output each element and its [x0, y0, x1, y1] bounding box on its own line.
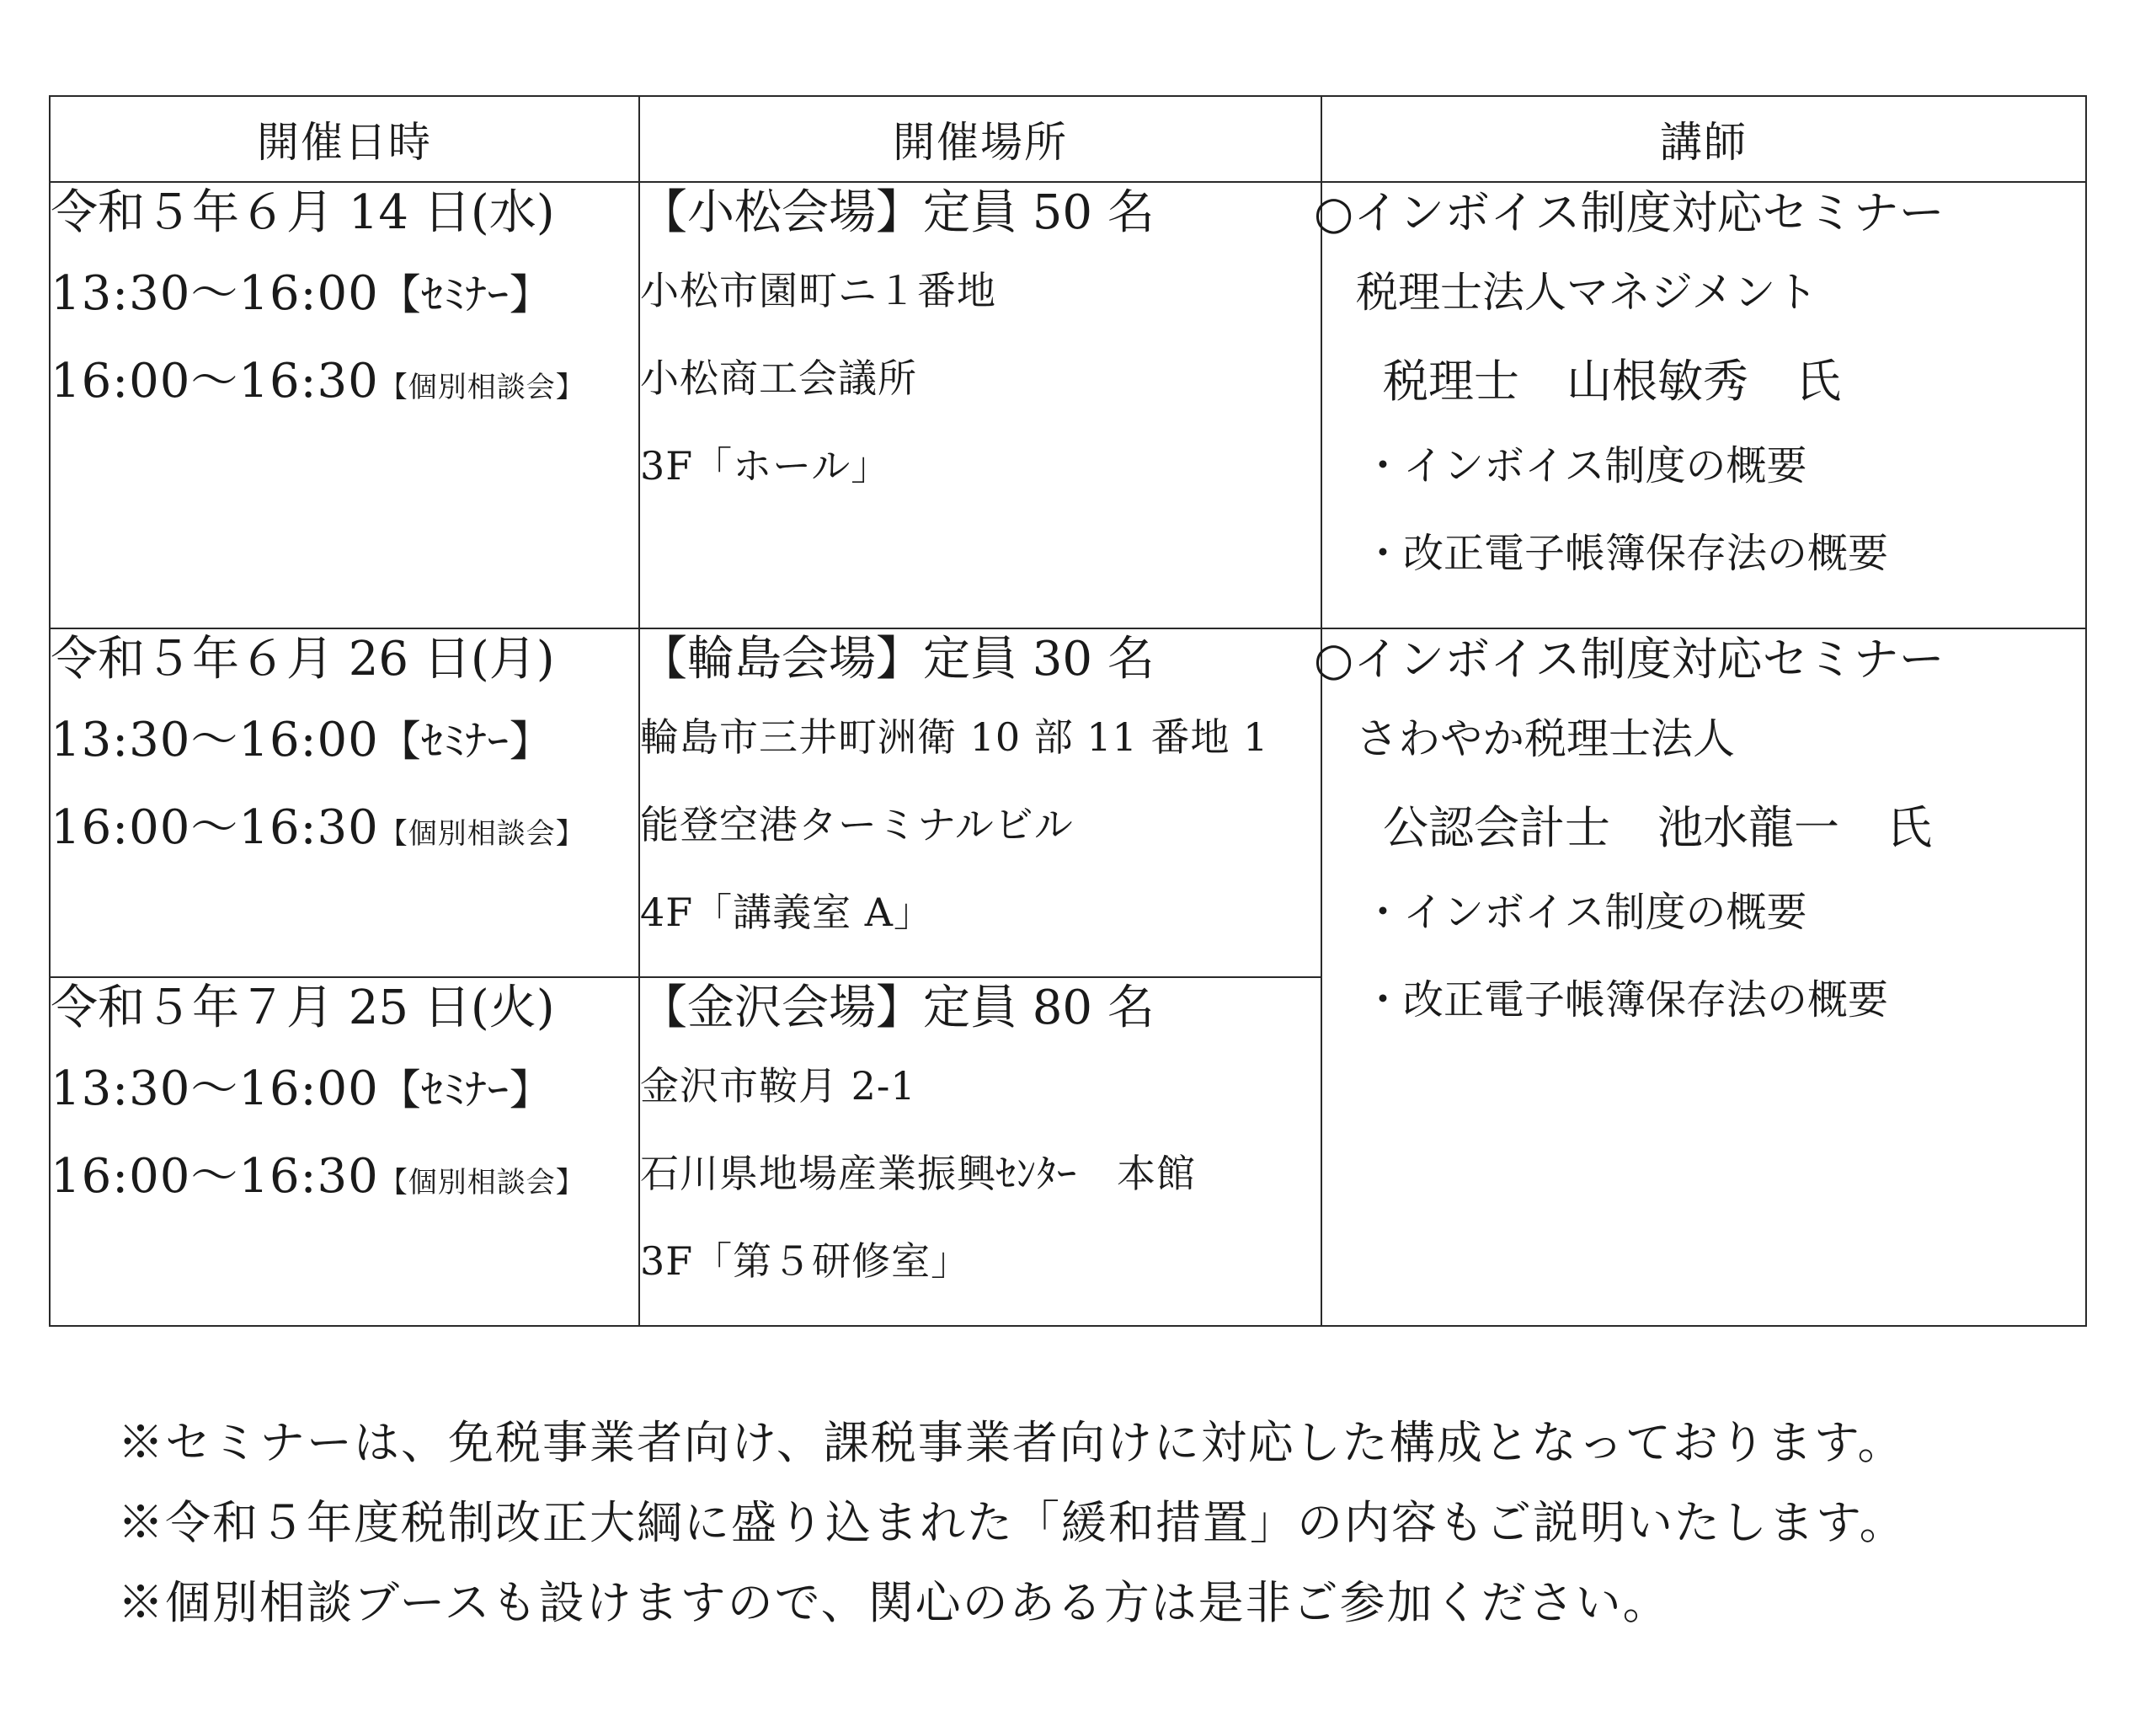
table-header-row — [50, 96, 2086, 182]
seminar-time-line — [51, 264, 638, 351]
lecturer-name-line — [1322, 351, 2085, 439]
consult-tag: 【個別相談会】 — [378, 817, 585, 851]
session-datetime-cell — [50, 977, 639, 1326]
venue-address: 金沢市鞍月 2-1 — [640, 1063, 916, 1109]
consult-time-line — [51, 351, 638, 439]
notes-block — [118, 1403, 1907, 1643]
session-datetime-cell — [50, 182, 639, 628]
seminar-schedule-table — [49, 95, 2087, 1327]
header-lecturer: 講師 — [1321, 96, 2086, 182]
lecturer-suffix: 氏 — [1796, 355, 1841, 408]
lecturer-name: 山根敏秀 — [1566, 355, 1748, 408]
session-date: 令和５年６月 14 日(水) — [51, 185, 555, 240]
header-venue: 開催場所 — [639, 96, 1321, 182]
session-venue-cell — [639, 628, 1321, 977]
table-row — [50, 628, 2086, 977]
lecturer-seminar-title: ○インボイス制度対応セミナー — [1314, 186, 1945, 239]
session-date: 令和５年６月 26 日(月) — [51, 632, 555, 687]
lecturer-cell — [1314, 628, 2086, 1326]
seminar-tag: 【ｾﾐﾅｰ】 — [378, 1066, 552, 1114]
venue-title: 【小松会場】定員 50 名 — [640, 185, 1155, 240]
lecturer-role: 公認会計士 — [1383, 801, 1610, 854]
seminar-tag: 【ｾﾐﾅｰ】 — [378, 717, 552, 766]
lecturer-organization: さわやか税理士法人 — [1356, 714, 1735, 763]
venue-room: 3F「第５研修室」 — [640, 1238, 971, 1284]
session-date: 令和５年７月 25 日(火) — [51, 981, 555, 1035]
venue-title: 【金沢会場】定員 80 名 — [640, 981, 1155, 1035]
lecturer-topic: ・改正電子帳簿保存法の概要 — [1363, 976, 1889, 1024]
lecturer-name: 池水龍一 — [1657, 801, 1839, 854]
consult-time: 16:00～16:30 — [51, 800, 379, 855]
consult-tag: 【個別相談会】 — [378, 1166, 585, 1200]
session-venue-cell — [639, 182, 1321, 628]
venue-address: 輪島市三井町洲衛 10 部 11 番地 1 — [640, 714, 1269, 760]
consult-time: 16:00～16:30 — [51, 354, 379, 409]
consult-tag: 【個別相談会】 — [378, 371, 585, 404]
seminar-time: 13:30～16:00 — [51, 1061, 379, 1116]
lecturer-role: 税理士 — [1383, 355, 1519, 408]
lecturer-topic: ・インボイス制度の概要 — [1363, 442, 1807, 489]
lecturer-cell — [1314, 182, 2086, 628]
seminar-time-line — [51, 710, 638, 798]
session-datetime-cell — [50, 628, 639, 977]
venue-title: 【輪島会場】定員 30 名 — [640, 632, 1155, 687]
venue-address: 小松市園町ニ１番地 — [640, 268, 996, 313]
seminar-time: 13:30～16:00 — [51, 713, 379, 767]
note-line: ※令和５年度税制改正大綱に盛り込まれた「緩和措置」の内容もご説明いたします。 — [118, 1496, 1907, 1549]
note-line: ※セミナーは、免税事業者向け、課税事業者向けに対応した構成となっております。 — [118, 1416, 1905, 1469]
consult-time-line — [51, 798, 638, 885]
header-datetime: 開催日時 — [50, 96, 639, 182]
seminar-time-line — [51, 1059, 638, 1146]
seminar-tag: 【ｾﾐﾅｰ】 — [378, 270, 552, 319]
note-line: ※個別相談ブースも設けますので、関心のある方は是非ご参加ください。 — [118, 1576, 1670, 1629]
venue-building: 小松商工会議所 — [640, 355, 917, 401]
venue-room: 4F「講義室 A」 — [640, 890, 934, 935]
venue-building: 石川県地場産業振興ｾﾝﾀｰ 本館 — [640, 1151, 1196, 1196]
table-row — [50, 182, 2086, 628]
venue-building: 能登空港ターミナルビル — [640, 802, 1074, 847]
venue-room: 3F「ホール」 — [640, 443, 891, 489]
lecturer-suffix: 氏 — [1886, 801, 1932, 854]
lecturer-topic: ・改正電子帳簿保存法の概要 — [1363, 530, 1889, 577]
lecturer-seminar-title: ○インボイス制度対応セミナー — [1314, 633, 1945, 686]
lecturer-organization: 税理士法人マネジメント — [1356, 268, 1818, 317]
seminar-time: 13:30～16:00 — [51, 266, 379, 321]
consult-time-line — [51, 1146, 638, 1234]
lecturer-name-line — [1322, 798, 2085, 885]
lecturer-topic: ・インボイス制度の概要 — [1363, 889, 1807, 936]
session-venue-cell — [639, 977, 1321, 1326]
consult-time: 16:00～16:30 — [51, 1149, 379, 1204]
